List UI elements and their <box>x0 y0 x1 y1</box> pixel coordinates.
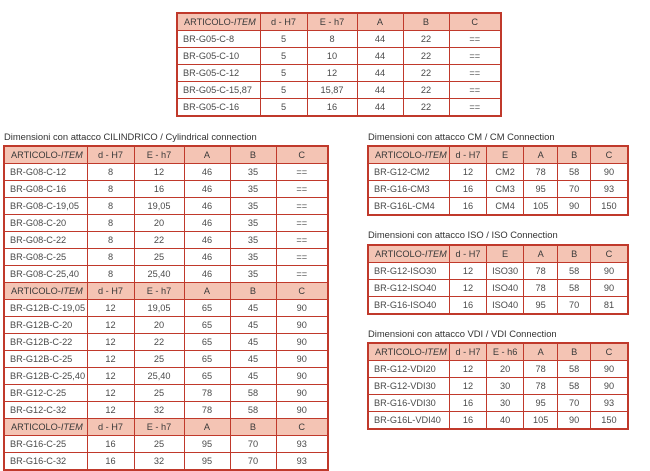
header-cell: B <box>558 245 591 263</box>
article-code-cell: BR-G05-C-8 <box>177 31 260 48</box>
article-code-cell: BR-G12-VDI20 <box>368 361 449 378</box>
table-cell: 16 <box>449 181 487 198</box>
table-row <box>368 181 628 198</box>
header-cell: d - H7 <box>260 13 307 31</box>
table-cell: == <box>449 82 501 99</box>
table-cell: 58 <box>558 378 591 395</box>
table-cell: 90 <box>590 378 628 395</box>
table-cell: 35 <box>230 164 276 181</box>
table-row <box>368 395 628 412</box>
article-code-cell: BR-G08-C-16 <box>4 181 87 198</box>
article-code-cell: BR-G08-C-12 <box>4 164 87 181</box>
table-cell: 93 <box>276 453 328 471</box>
table-cell: 35 <box>230 198 276 215</box>
table-cell: 8 <box>87 232 134 249</box>
table-cell: 5 <box>260 65 307 82</box>
header-cell: A <box>184 146 230 164</box>
article-code-cell: BR-G12B-C-19,05 <box>4 300 87 317</box>
header-item: ITEM <box>233 16 256 27</box>
header-cell: A <box>184 283 230 300</box>
table-row <box>4 334 328 351</box>
table-cell: 90 <box>276 402 328 419</box>
table-cell: 95 <box>184 436 230 453</box>
header-cell: C <box>276 283 328 300</box>
table-row <box>4 198 328 215</box>
table-cell: 44 <box>357 65 403 82</box>
header-cell: B <box>403 13 449 31</box>
table-cell: 78 <box>523 164 558 181</box>
article-code-cell: BR-G16L-VDI40 <box>368 412 449 430</box>
table-cell: 81 <box>590 297 628 315</box>
vdi-table <box>367 342 629 430</box>
header-cell: E <box>487 146 524 164</box>
table-cell: 8 <box>307 31 357 48</box>
table-cell: 16 <box>449 297 487 315</box>
article-code-cell: BR-G12-C-32 <box>4 402 87 419</box>
table-row <box>4 164 328 181</box>
table-cell: 58 <box>230 385 276 402</box>
table-row <box>368 412 628 430</box>
table-cell: 95 <box>523 395 558 412</box>
table-cell: 90 <box>590 280 628 297</box>
header-cell: B <box>230 419 276 436</box>
table-cell: 78 <box>523 378 558 395</box>
table-cell: 78 <box>523 361 558 378</box>
table-cell: 90 <box>276 317 328 334</box>
table-cell: 70 <box>558 181 591 198</box>
article-code-cell: BR-G08-C-22 <box>4 232 87 249</box>
header-cell: B <box>558 343 591 361</box>
article-code-cell: BR-G16-ISO40 <box>368 297 449 315</box>
header-cell: E - h6 <box>487 343 524 361</box>
header-row <box>177 13 501 31</box>
table-cell: 16 <box>87 436 134 453</box>
table-row <box>4 385 328 402</box>
table-row <box>4 266 328 283</box>
header-cell: B <box>558 146 591 164</box>
article-code-cell: BR-G08-C-25 <box>4 249 87 266</box>
table-cell: 5 <box>260 99 307 117</box>
header-cell-article <box>368 146 449 164</box>
article-code-cell: BR-G16-C-25 <box>4 436 87 453</box>
table-cell: CM4 <box>487 198 524 216</box>
article-code-cell: BR-G12B-C-22 <box>4 334 87 351</box>
iso-table <box>367 244 629 315</box>
table-row <box>368 297 628 315</box>
table-row <box>177 48 501 65</box>
table-cell: 16 <box>449 395 487 412</box>
header-row <box>368 245 628 263</box>
table-cell: 65 <box>184 351 230 368</box>
table-cell: 20 <box>134 317 184 334</box>
header-item: ITEM <box>60 421 83 432</box>
table-cell: 95 <box>523 181 558 198</box>
table-row <box>4 181 328 198</box>
table-row <box>4 453 328 471</box>
table-cell: 70 <box>558 297 591 315</box>
header-row <box>4 419 328 436</box>
table-row <box>177 99 501 117</box>
table-cell: 12 <box>134 164 184 181</box>
table-cell: 93 <box>590 395 628 412</box>
header-cell: A <box>357 13 403 31</box>
table-cell: 32 <box>134 402 184 419</box>
table-cell: 46 <box>184 215 230 232</box>
table-cell: 35 <box>230 249 276 266</box>
table-cell: 93 <box>590 181 628 198</box>
table-cell: 78 <box>184 385 230 402</box>
header-row <box>4 146 328 164</box>
table-row <box>4 402 328 419</box>
header-articolo: ARTICOLO- <box>375 248 425 259</box>
header-row <box>368 146 628 164</box>
table-cell: 45 <box>230 317 276 334</box>
header-cell: A <box>523 343 558 361</box>
table-cell: 90 <box>558 198 591 216</box>
table-cell: 35 <box>230 181 276 198</box>
table-cell: 45 <box>230 368 276 385</box>
table-cell: 44 <box>357 31 403 48</box>
table-cell: 12 <box>87 402 134 419</box>
header-cell: C <box>590 146 628 164</box>
header-articolo: ARTICOLO- <box>184 16 234 27</box>
header-cell-article <box>368 245 449 263</box>
top-table <box>176 12 502 117</box>
table-cell: 90 <box>590 361 628 378</box>
header-cell-article <box>4 419 87 436</box>
table-cell: 45 <box>230 334 276 351</box>
header-cell: E - h7 <box>134 283 184 300</box>
table-cell: 12 <box>449 263 487 280</box>
article-code-cell: BR-G05-C-15,87 <box>177 82 260 99</box>
table-cell: == <box>276 215 328 232</box>
table-cell: == <box>276 164 328 181</box>
header-item: ITEM <box>60 285 83 296</box>
cylindrical-caption: Dimensioni con attacco CILINDRICO / Cylindrical connection <box>4 131 257 142</box>
header-cell: A <box>523 146 558 164</box>
table-cell: 58 <box>558 280 591 297</box>
table-cell: 70 <box>230 453 276 471</box>
table-cell: == <box>449 65 501 82</box>
table-cell: == <box>276 198 328 215</box>
table-row <box>177 31 501 48</box>
table-cell: 46 <box>184 198 230 215</box>
table-cell: 44 <box>357 48 403 65</box>
header-cell: E - h7 <box>134 146 184 164</box>
article-code-cell: BR-G05-C-16 <box>177 99 260 117</box>
article-code-cell: BR-G05-C-10 <box>177 48 260 65</box>
table-cell: 5 <box>260 82 307 99</box>
iso-caption: Dimensioni con attacco ISO / ISO Connection <box>368 229 558 240</box>
header-cell: E - h7 <box>134 419 184 436</box>
table-cell: 22 <box>403 31 449 48</box>
table-cell: 10 <box>307 48 357 65</box>
table-cell: == <box>449 99 501 117</box>
table-row <box>4 351 328 368</box>
table-cell: 8 <box>87 249 134 266</box>
table-row <box>4 215 328 232</box>
table-cell: 25 <box>134 385 184 402</box>
table-cell: 90 <box>558 412 591 430</box>
table-cell: == <box>449 48 501 65</box>
header-articolo: ARTICOLO- <box>375 346 425 357</box>
table-cell: 40 <box>487 412 524 430</box>
table-cell: 78 <box>523 263 558 280</box>
table-cell: 20 <box>134 215 184 232</box>
table-cell: 12 <box>87 300 134 317</box>
table-cell: 90 <box>276 334 328 351</box>
header-cell: C <box>590 343 628 361</box>
table-cell: 12 <box>449 280 487 297</box>
table-cell: 105 <box>523 198 558 216</box>
table-cell: 5 <box>260 48 307 65</box>
table-cell: 16 <box>449 412 487 430</box>
table-cell: 78 <box>184 402 230 419</box>
table-cell: 20 <box>487 361 524 378</box>
table-cell: 58 <box>558 263 591 280</box>
article-code-cell: BR-G12-C-25 <box>4 385 87 402</box>
table-cell: == <box>276 249 328 266</box>
table-cell: 46 <box>184 232 230 249</box>
table-cell: 90 <box>276 300 328 317</box>
table-cell: == <box>276 232 328 249</box>
table-cell: 44 <box>357 82 403 99</box>
table-cell: 8 <box>87 181 134 198</box>
table-cell: 22 <box>134 232 184 249</box>
table-cell: 46 <box>184 181 230 198</box>
table-row <box>4 249 328 266</box>
table-row <box>368 280 628 297</box>
article-code-cell: BR-G12-ISO30 <box>368 263 449 280</box>
table-cell: 35 <box>230 232 276 249</box>
table-cell: CM2 <box>487 164 524 181</box>
header-cell: d - H7 <box>449 245 487 263</box>
header-articolo: ARTICOLO- <box>11 285 61 296</box>
table-cell: 25 <box>134 436 184 453</box>
table-cell: 15,87 <box>307 82 357 99</box>
article-code-cell: BR-G12B-C-25,40 <box>4 368 87 385</box>
article-code-cell: BR-G12-CM2 <box>368 164 449 181</box>
table-cell: 95 <box>523 297 558 315</box>
table-cell: 65 <box>184 368 230 385</box>
table-row <box>4 436 328 453</box>
article-code-cell: BR-G12B-C-25 <box>4 351 87 368</box>
table-cell: 95 <box>184 453 230 471</box>
table-cell: == <box>276 181 328 198</box>
table-cell: 58 <box>230 402 276 419</box>
article-code-cell: BR-G08-C-25,40 <box>4 266 87 283</box>
table-cell: 25,40 <box>134 368 184 385</box>
table-cell: 8 <box>87 198 134 215</box>
header-item: ITEM <box>60 149 83 160</box>
table-cell: 8 <box>87 164 134 181</box>
article-code-cell: BR-G12-ISO40 <box>368 280 449 297</box>
table-cell: 25,40 <box>134 266 184 283</box>
article-code-cell: BR-G16-VDI30 <box>368 395 449 412</box>
table-cell: == <box>276 266 328 283</box>
table-cell: 12 <box>449 378 487 395</box>
table-cell: 58 <box>558 361 591 378</box>
table-cell: 30 <box>487 395 524 412</box>
header-row <box>368 343 628 361</box>
header-cell-article <box>4 283 87 300</box>
table-cell: 12 <box>87 368 134 385</box>
table-cell: 8 <box>87 215 134 232</box>
table-cell: 25 <box>134 351 184 368</box>
table-row <box>4 232 328 249</box>
table-cell: ISO30 <box>487 263 524 280</box>
table-cell: 22 <box>403 65 449 82</box>
table-cell: 46 <box>184 164 230 181</box>
table-cell: 93 <box>276 436 328 453</box>
header-row <box>4 283 328 300</box>
table-row <box>177 65 501 82</box>
header-cell: B <box>230 283 276 300</box>
article-code-cell: BR-G16-CM3 <box>368 181 449 198</box>
table-cell: 45 <box>230 300 276 317</box>
header-item: ITEM <box>424 248 447 259</box>
article-code-cell: BR-G16-C-32 <box>4 453 87 471</box>
table-cell: 58 <box>558 164 591 181</box>
article-code-cell: BR-G12-VDI30 <box>368 378 449 395</box>
header-cell: d - H7 <box>87 419 134 436</box>
header-cell: C <box>276 146 328 164</box>
table-cell: 12 <box>87 385 134 402</box>
header-cell: d - H7 <box>449 343 487 361</box>
table-cell: 90 <box>590 164 628 181</box>
table-cell: == <box>449 31 501 48</box>
table-cell: 70 <box>230 436 276 453</box>
table-cell: 16 <box>449 198 487 216</box>
header-cell-article <box>177 13 260 31</box>
table-cell: 65 <box>184 317 230 334</box>
vdi-caption: Dimensioni con attacco VDI / VDI Connection <box>368 328 557 339</box>
table-cell: 150 <box>590 198 628 216</box>
table-cell: 19,05 <box>134 300 184 317</box>
table-cell: 90 <box>276 351 328 368</box>
table-cell: 105 <box>523 412 558 430</box>
table-cell: 46 <box>184 266 230 283</box>
table-cell: ISO40 <box>487 297 524 315</box>
table-cell: 70 <box>558 395 591 412</box>
table-cell: 44 <box>357 99 403 117</box>
table-cell: 12 <box>87 334 134 351</box>
table-cell: 25 <box>134 249 184 266</box>
table-cell: ISO40 <box>487 280 524 297</box>
header-articolo: ARTICOLO- <box>11 149 61 160</box>
table-cell: 150 <box>590 412 628 430</box>
table-cell: 46 <box>184 249 230 266</box>
header-articolo: ARTICOLO- <box>11 421 61 432</box>
table-cell: 30 <box>487 378 524 395</box>
table-cell: 90 <box>276 385 328 402</box>
table-cell: 12 <box>87 351 134 368</box>
table-cell: 22 <box>403 99 449 117</box>
header-item: ITEM <box>424 149 447 160</box>
header-cell: E - h7 <box>307 13 357 31</box>
table-cell: 65 <box>184 334 230 351</box>
table-row <box>177 82 501 99</box>
table-cell: 35 <box>230 215 276 232</box>
header-cell: A <box>523 245 558 263</box>
header-cell: d - H7 <box>87 283 134 300</box>
table-row <box>368 361 628 378</box>
article-code-cell: BR-G08-C-20 <box>4 215 87 232</box>
table-cell: 90 <box>590 263 628 280</box>
table-cell: 35 <box>230 266 276 283</box>
table-cell: 12 <box>449 164 487 181</box>
table-cell: 12 <box>449 361 487 378</box>
table-cell: 78 <box>523 280 558 297</box>
table-cell: 12 <box>307 65 357 82</box>
article-code-cell: BR-G12B-C-20 <box>4 317 87 334</box>
table-cell: 45 <box>230 351 276 368</box>
header-cell: A <box>184 419 230 436</box>
cm-table <box>367 145 629 216</box>
table-cell: 8 <box>87 266 134 283</box>
table-cell: 19,05 <box>134 198 184 215</box>
header-cell: d - H7 <box>449 146 487 164</box>
table-cell: 32 <box>134 453 184 471</box>
header-cell: C <box>276 419 328 436</box>
header-item: ITEM <box>424 346 447 357</box>
article-code-cell: BR-G05-C-12 <box>177 65 260 82</box>
header-cell: C <box>449 13 501 31</box>
header-cell: E <box>487 245 524 263</box>
table-row <box>368 263 628 280</box>
header-cell: C <box>590 245 628 263</box>
table-cell: CM3 <box>487 181 524 198</box>
table-cell: 90 <box>276 368 328 385</box>
header-articolo: ARTICOLO- <box>375 149 425 160</box>
table-row <box>368 198 628 216</box>
table-cell: 65 <box>184 300 230 317</box>
table-row <box>4 368 328 385</box>
table-cell: 12 <box>87 317 134 334</box>
table-row <box>368 378 628 395</box>
table-cell: 16 <box>307 99 357 117</box>
article-code-cell: BR-G08-C-19,05 <box>4 198 87 215</box>
table-cell: 16 <box>134 181 184 198</box>
table-row <box>4 317 328 334</box>
table-cell: 22 <box>134 334 184 351</box>
header-cell-article <box>4 146 87 164</box>
cylindrical-table <box>3 145 329 471</box>
table-row <box>4 300 328 317</box>
table-cell: 16 <box>87 453 134 471</box>
cm-caption: Dimensioni con attacco CM / CM Connection <box>368 131 555 142</box>
table-row <box>368 164 628 181</box>
header-cell-article <box>368 343 449 361</box>
table-cell: 22 <box>403 82 449 99</box>
table-cell: 5 <box>260 31 307 48</box>
table-cell: 22 <box>403 48 449 65</box>
article-code-cell: BR-G16L-CM4 <box>368 198 449 216</box>
header-cell: B <box>230 146 276 164</box>
header-cell: d - H7 <box>87 146 134 164</box>
